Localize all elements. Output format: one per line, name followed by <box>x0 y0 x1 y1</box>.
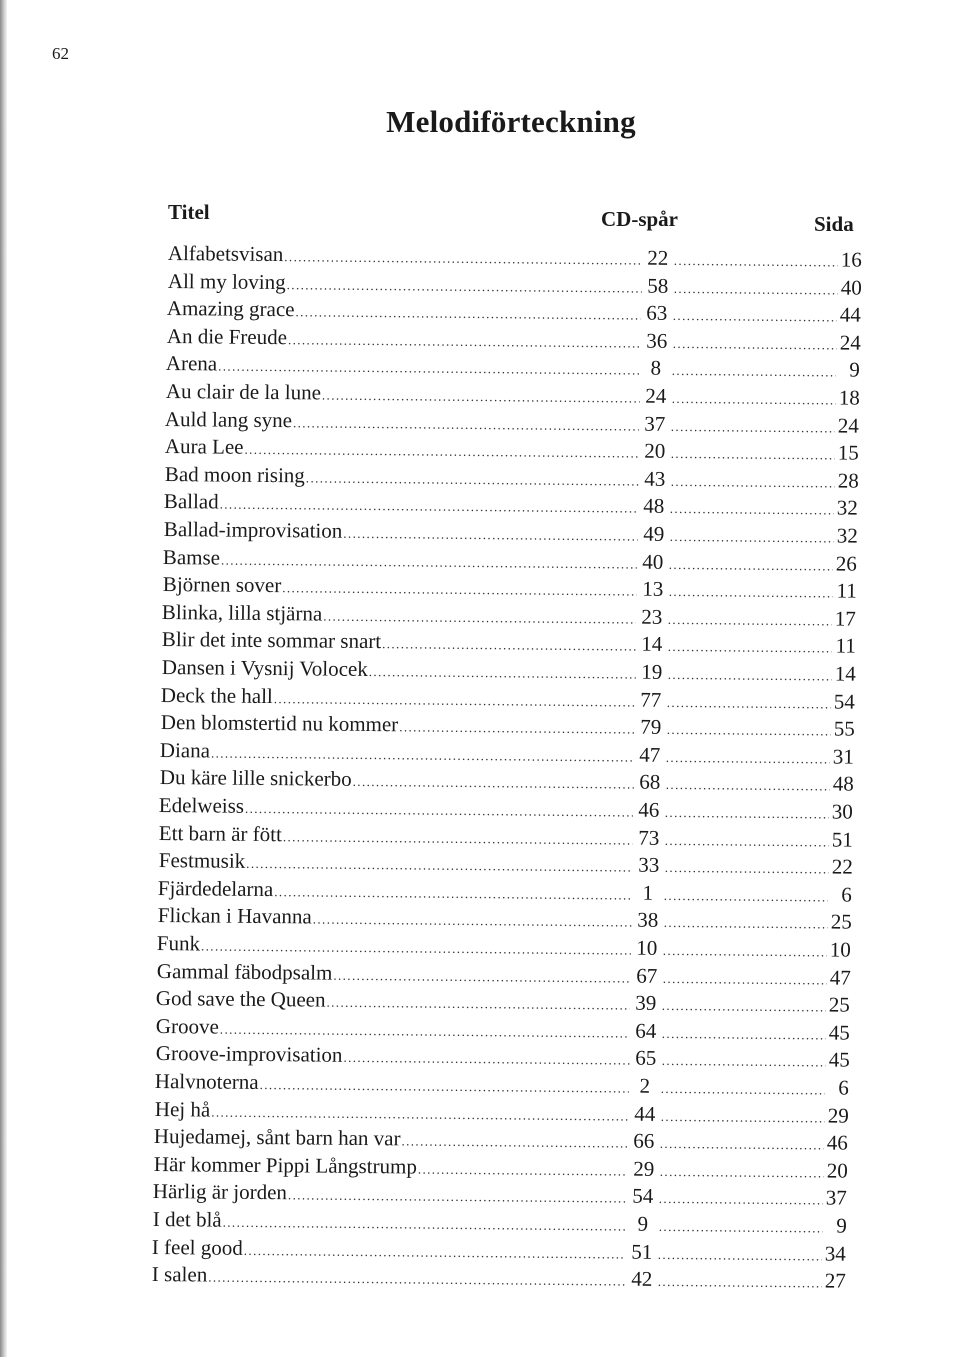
cd-track-number: 33 <box>637 852 659 877</box>
row-page-cell <box>837 329 860 355</box>
row-cd-cell <box>642 272 838 300</box>
melody-title: Au clair de la lune <box>165 378 321 405</box>
page-reference: 15 <box>837 440 859 465</box>
dot-leader <box>665 800 829 828</box>
melody-title: Edelweiss <box>159 792 245 818</box>
melody-title: Härlig är jorden <box>153 1179 288 1205</box>
cd-track-number: 58 <box>646 273 669 298</box>
row-cd-cell <box>641 355 837 383</box>
cd-track-number: 66 <box>633 1128 655 1153</box>
cd-track-number: 24 <box>645 383 667 408</box>
page-title: Melodiförteckning <box>386 104 636 139</box>
row-title-cell <box>159 820 634 851</box>
melody-title: Här kommer Pippi Långstrump <box>153 1151 417 1179</box>
cd-track-number: 51 <box>631 1239 653 1264</box>
cd-track-number: 36 <box>645 328 668 353</box>
row-page-cell <box>825 1102 848 1128</box>
dot-leader <box>665 772 829 800</box>
row-title-cell <box>154 1096 629 1127</box>
dot-leader <box>671 413 835 441</box>
row-cd-cell <box>633 879 829 907</box>
row-page-cell <box>833 605 856 631</box>
row-title-cell <box>166 350 641 381</box>
melody-title: Dansen i Vysnij Volocek <box>161 654 368 681</box>
dot-leader <box>663 910 827 938</box>
row-page-cell <box>828 936 851 962</box>
row-page-cell <box>837 384 860 410</box>
row-cd-cell <box>629 1128 825 1156</box>
dot-leader <box>668 607 832 635</box>
cd-track-number: 22 <box>647 245 669 270</box>
row-cd-cell <box>636 686 832 714</box>
row-title-cell <box>165 433 640 464</box>
page-reference: 10 <box>829 937 852 962</box>
page-reference: 40 <box>840 275 862 300</box>
row-title-cell <box>164 461 639 492</box>
row-cd-cell <box>637 603 833 631</box>
melody-title: Blir det inte sommar snart <box>161 627 382 654</box>
dot-leader <box>660 1131 824 1159</box>
dot-leader <box>659 1214 823 1242</box>
melody-title: I salen <box>151 1262 208 1287</box>
cd-track-number: 48 <box>643 493 665 519</box>
row-page-cell <box>832 660 855 686</box>
row-cd-cell <box>632 935 828 963</box>
dot-leader <box>668 634 832 662</box>
row-cd-cell <box>641 383 837 411</box>
melody-title: Den blomstertid nu kommer <box>160 710 398 737</box>
cd-track-number: 10 <box>636 935 658 960</box>
melody-title: Ett barn är fött <box>158 820 282 846</box>
page-reference: 30 <box>832 799 854 824</box>
melody-title: All my loving <box>167 268 286 294</box>
index-row <box>158 847 858 880</box>
row-cd-cell <box>627 1238 823 1266</box>
row-title-cell <box>157 902 632 933</box>
melody-title: Fjärdedelarna <box>157 875 274 901</box>
row-title-cell <box>161 654 636 685</box>
cd-track-number: 40 <box>642 549 664 574</box>
row-page-cell <box>823 1268 846 1294</box>
page-reference: 18 <box>838 385 860 410</box>
row-page-cell <box>825 1130 848 1156</box>
page-reference: 46 <box>826 1130 849 1155</box>
row-page-cell <box>835 467 858 493</box>
row-title-cell <box>162 599 637 630</box>
dot-leader <box>659 1186 823 1214</box>
cd-track-number: 8 <box>650 356 662 381</box>
row-cd-cell <box>639 465 835 493</box>
row-page-cell <box>832 688 855 714</box>
row-title-cell <box>164 488 639 519</box>
dot-leader <box>368 659 635 688</box>
row-title-cell <box>155 1040 630 1071</box>
page-reference: 17 <box>835 606 857 631</box>
cd-track-number: 46 <box>638 797 660 822</box>
dot-leader <box>402 1129 629 1157</box>
page-reference: 9 <box>849 357 861 383</box>
index-row <box>166 378 866 411</box>
row-title-cell <box>168 240 643 271</box>
row-cd-cell <box>643 245 839 273</box>
page-reference: 55 <box>833 716 855 741</box>
index-row <box>161 654 861 687</box>
cd-track-number: 44 <box>633 1101 656 1126</box>
row-title-cell <box>153 1206 628 1237</box>
row-title-cell <box>165 406 640 437</box>
page-reference: 20 <box>826 1158 848 1183</box>
cd-track-number: 54 <box>632 1183 654 1209</box>
page-number: 62 <box>52 44 69 63</box>
cd-track-number: 68 <box>639 769 661 795</box>
melody-title: Arena <box>166 351 218 376</box>
cd-track-number: 29 <box>632 1156 655 1181</box>
row-page-cell <box>835 495 858 521</box>
row-title-cell <box>157 958 632 989</box>
cd-track-number: 39 <box>635 990 657 1015</box>
page-reference: 14 <box>834 661 856 686</box>
row-page-cell <box>824 1185 847 1211</box>
row-cd-cell <box>635 769 831 797</box>
row-cd-cell <box>633 852 829 880</box>
melody-title: Blinka, lilla stjärna <box>162 599 323 626</box>
row-page-cell <box>826 1047 849 1073</box>
page-reference: 16 <box>840 247 862 272</box>
page-reference: 45 <box>828 1020 850 1045</box>
melody-title: Bad moon rising <box>164 461 305 488</box>
row-cd-cell <box>629 1100 825 1128</box>
melody-title: Hej hå <box>154 1096 210 1122</box>
row-title-cell <box>157 930 632 961</box>
dot-leader <box>672 358 836 386</box>
dot-leader <box>208 1265 626 1295</box>
row-title-cell <box>163 544 638 575</box>
row-page-cell <box>836 440 859 466</box>
dot-leader <box>673 303 837 331</box>
cd-track-number: 63 <box>646 300 668 325</box>
dot-leader <box>667 662 831 690</box>
row-title-cell <box>166 323 641 354</box>
dot-leader <box>670 496 834 524</box>
melody-title: Halvnoterna <box>154 1069 259 1094</box>
row-page-cell <box>834 522 857 548</box>
dot-leader <box>673 275 837 303</box>
page-reference: 25 <box>830 909 852 935</box>
row-cd-cell <box>635 714 831 742</box>
cd-track-number: 23 <box>641 604 663 629</box>
row-page-cell <box>829 854 852 880</box>
dot-leader <box>664 855 828 883</box>
page-reference: 32 <box>836 495 859 521</box>
dot-leader <box>666 717 830 745</box>
cd-track-number: 13 <box>642 576 664 601</box>
dot-leader <box>672 331 836 359</box>
row-title-cell <box>156 985 631 1016</box>
row-cd-cell <box>642 300 838 328</box>
row-title-cell <box>163 516 638 547</box>
dot-leader <box>663 938 827 966</box>
row-cd-cell <box>631 990 827 1018</box>
page-reference: 45 <box>828 1047 850 1073</box>
page-reference: 9 <box>836 1213 847 1238</box>
page-reference: 27 <box>824 1268 846 1293</box>
cd-track-number: 67 <box>636 963 658 988</box>
page-reference: 25 <box>829 992 851 1017</box>
dot-leader <box>399 714 635 742</box>
row-title-cell <box>156 1013 631 1044</box>
row-title-cell <box>158 847 633 878</box>
melody-title: Amazing grace <box>166 296 295 322</box>
row-page-cell <box>827 1019 850 1045</box>
row-cd-cell <box>634 797 830 825</box>
melody-title: Auld lang syne <box>165 406 293 432</box>
row-page-cell <box>838 274 861 300</box>
column-header-cd-track: CD-spår <box>601 207 678 231</box>
row-cd-cell <box>628 1211 824 1239</box>
row-page-cell <box>836 412 859 438</box>
index-row <box>152 1261 852 1294</box>
row-title-cell <box>166 378 641 409</box>
row-title-cell <box>160 709 635 740</box>
melody-title: An die Freude <box>166 323 287 349</box>
cd-track-number: 1 <box>642 880 654 905</box>
melody-title: God save the Queen <box>156 986 326 1012</box>
melody-title: Ballad <box>163 489 219 514</box>
cd-track-number: 20 <box>644 438 666 463</box>
cd-track-number: 42 <box>631 1266 653 1291</box>
row-cd-cell <box>631 1017 827 1045</box>
row-cd-cell <box>632 907 828 935</box>
dot-leader <box>664 883 828 911</box>
index-row <box>160 709 860 742</box>
melody-title: Hujedamej, sånt barn han var <box>153 1124 401 1151</box>
dot-leader <box>674 248 838 276</box>
dot-leader <box>670 469 834 497</box>
row-cd-cell <box>637 631 833 659</box>
row-title-cell <box>160 737 635 768</box>
melody-title: Du käre lille snickerbo <box>159 765 352 792</box>
page-reference: 11 <box>835 633 856 659</box>
index-row <box>154 1123 854 1156</box>
index-row <box>167 295 867 328</box>
row-cd-cell <box>641 327 837 355</box>
dot-leader <box>671 386 835 414</box>
page-reference: 26 <box>835 551 858 576</box>
row-page-cell <box>828 909 851 935</box>
page-reference: 6 <box>838 1075 849 1100</box>
row-title-cell <box>163 571 638 602</box>
row-title-cell <box>152 1234 627 1265</box>
row-page-cell <box>831 771 854 797</box>
melody-title: Flickan i Havanna <box>157 903 312 929</box>
row-page-cell <box>831 743 854 769</box>
melody-title: Bamse <box>162 544 221 570</box>
row-title-cell <box>153 1178 628 1209</box>
dot-leader <box>661 1048 825 1076</box>
index-row <box>159 792 859 825</box>
row-cd-cell <box>636 659 832 687</box>
row-page-cell <box>823 1240 846 1266</box>
row-title-cell <box>167 295 642 326</box>
page-reference: 54 <box>833 689 856 714</box>
page-reference: 44 <box>839 302 862 327</box>
row-cd-cell <box>634 824 830 852</box>
column-header-page: Sida <box>814 212 854 236</box>
row-page-cell <box>838 302 861 328</box>
row-cd-cell <box>638 548 834 576</box>
dot-leader <box>666 745 830 773</box>
page-reference: 47 <box>829 965 851 990</box>
dot-leader <box>662 1021 826 1049</box>
page-reference: 37 <box>826 1185 848 1211</box>
dot-leader <box>658 1269 822 1297</box>
melody-title: Groove <box>155 1013 219 1039</box>
row-title-cell <box>152 1261 627 1292</box>
row-cd-cell <box>632 962 828 990</box>
dot-leader <box>668 579 832 607</box>
melody-title: Funk <box>156 930 201 956</box>
melody-title: Alfabetsvisan <box>167 240 284 267</box>
row-page-cell <box>829 881 852 907</box>
row-cd-cell <box>635 741 831 769</box>
page-reference: 6 <box>841 882 853 907</box>
melody-title: Diana <box>159 737 211 763</box>
row-page-cell <box>830 798 853 824</box>
row-title-cell <box>167 268 642 299</box>
index-row <box>163 516 863 549</box>
row-cd-cell <box>640 410 836 438</box>
dot-leader <box>660 1103 824 1131</box>
cd-track-number: 77 <box>640 687 662 712</box>
row-cd-cell <box>627 1266 823 1294</box>
dot-leader <box>661 1076 825 1104</box>
row-title-cell <box>161 682 636 713</box>
page-reference: 22 <box>831 854 853 879</box>
cd-track-number: 64 <box>635 1018 657 1043</box>
index-row <box>165 433 865 466</box>
cd-track-number: 14 <box>641 631 663 657</box>
dot-leader <box>658 1241 822 1269</box>
cd-track-number: 65 <box>634 1045 656 1071</box>
index-row <box>163 571 863 604</box>
cd-track-number: 37 <box>644 411 666 436</box>
cd-track-number: 73 <box>638 825 660 850</box>
dot-leader <box>662 965 826 993</box>
row-title-cell <box>153 1151 628 1182</box>
melody-title: Groove-improvisation <box>155 1041 343 1068</box>
row-page-cell <box>824 1212 847 1238</box>
dot-leader <box>665 827 829 855</box>
cd-track-number: 43 <box>643 466 665 491</box>
row-page-cell <box>831 716 854 742</box>
row-page-cell <box>834 550 857 576</box>
page-reference: 28 <box>837 468 859 493</box>
dot-leader <box>667 689 831 717</box>
column-header-title: Titel <box>168 200 210 224</box>
index-row <box>157 930 857 963</box>
page-reference: 29 <box>827 1103 849 1128</box>
row-cd-cell <box>638 521 834 549</box>
cd-track-number: 49 <box>642 521 665 546</box>
index-row <box>155 1068 855 1101</box>
page-reference: 11 <box>836 578 857 603</box>
row-cd-cell <box>639 493 835 521</box>
melody-title: Festmusik <box>158 848 245 874</box>
row-cd-cell <box>630 1045 826 1073</box>
row-page-cell <box>839 246 862 272</box>
cd-track-number: 47 <box>639 742 661 767</box>
dot-leader <box>659 1159 823 1187</box>
dot-leader <box>671 441 835 469</box>
page-reference: 24 <box>838 413 860 438</box>
row-cd-cell <box>630 1073 826 1101</box>
melody-title: Aura Lee <box>164 434 244 459</box>
cd-track-number: 38 <box>636 907 659 933</box>
melody-title: I feel good <box>152 1234 244 1260</box>
page-reference: 48 <box>832 771 854 797</box>
cd-track-number: 2 <box>639 1073 651 1098</box>
row-page-cell <box>826 1074 849 1100</box>
dot-leader <box>662 993 826 1021</box>
page-reference: 31 <box>832 744 855 769</box>
dot-leader <box>669 524 833 552</box>
cd-track-number: 19 <box>640 659 662 684</box>
row-cd-cell <box>640 438 836 466</box>
melody-title: Ballad-improvisation <box>163 516 343 543</box>
row-title-cell <box>162 626 637 657</box>
index-row <box>153 1206 853 1239</box>
row-cd-cell <box>628 1183 824 1211</box>
row-page-cell <box>827 992 850 1018</box>
row-cd-cell <box>638 576 834 604</box>
page-reference: 32 <box>836 523 858 548</box>
row-title-cell <box>154 1123 629 1154</box>
melody-title: Deck the hall <box>160 682 274 708</box>
row-page-cell <box>830 826 853 852</box>
row-page-cell <box>833 633 856 659</box>
row-page-cell <box>834 578 857 604</box>
index-row <box>156 985 856 1018</box>
dot-leader <box>669 551 833 579</box>
row-title-cell <box>158 875 633 906</box>
row-cd-cell <box>628 1155 824 1183</box>
row-page-cell <box>828 964 851 990</box>
row-page-cell <box>837 357 860 383</box>
index-row <box>168 240 868 273</box>
melody-title: Björnen sover <box>162 572 282 598</box>
melody-title: Gammal fäbodpsalm <box>156 958 333 985</box>
page-reference: 24 <box>839 330 861 355</box>
page-reference: 51 <box>831 827 853 852</box>
row-title-cell <box>155 1068 630 1099</box>
row-title-cell <box>159 792 634 823</box>
cd-track-number: 79 <box>639 714 662 739</box>
row-page-cell <box>824 1157 847 1183</box>
cd-track-number: 9 <box>637 1211 649 1236</box>
page-reference: 34 <box>825 1241 847 1266</box>
row-title-cell <box>160 764 635 795</box>
melody-title: I det blå <box>152 1207 222 1232</box>
